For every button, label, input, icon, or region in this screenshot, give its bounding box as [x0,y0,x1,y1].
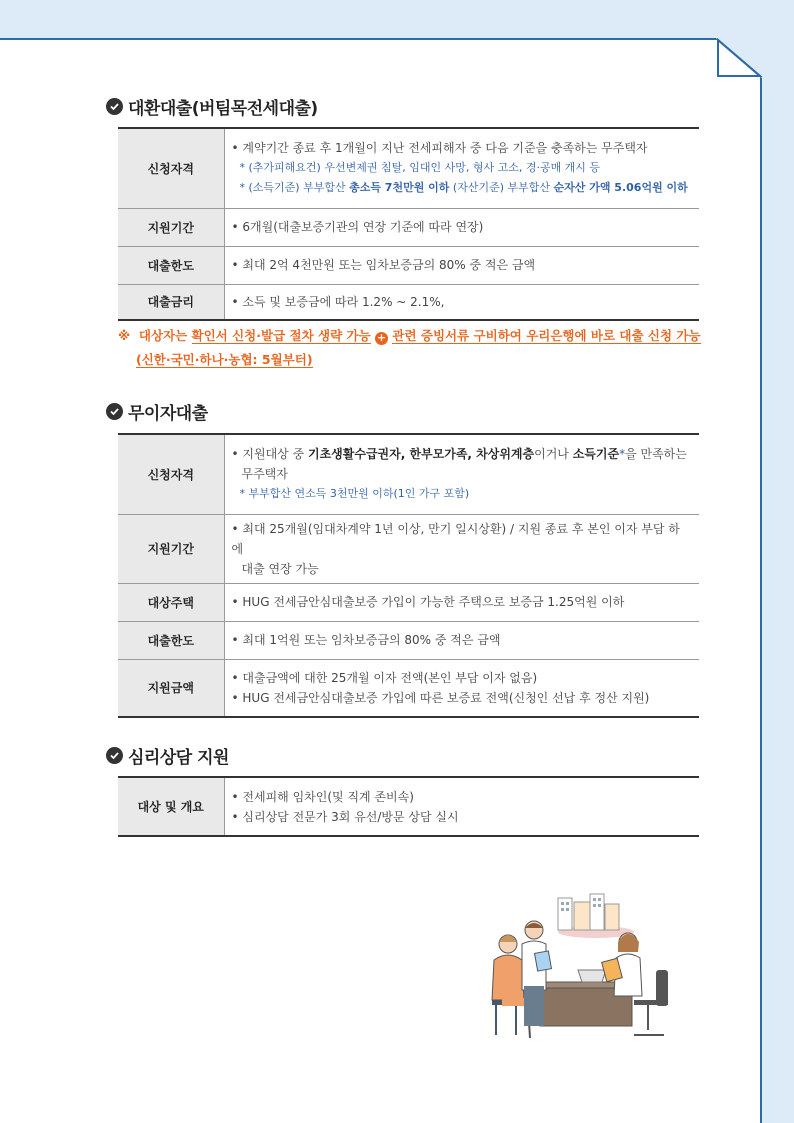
eligibility-text: • 계약기간 종료 후 1개월이 지난 전세피해자 중 다음 기준을 충족하는 무주택자 [231,141,648,156]
refinance-loan-table [118,127,699,321]
row-content [224,128,699,208]
income-note: * 부부합산 연소득 3천만원 이하(1인 가구 포함) [239,487,470,501]
row-label: 대출한도 [118,246,224,284]
table-row [118,208,699,246]
section-title-counseling [106,743,229,768]
row-label: 대출한도 [118,621,224,659]
refinance-notice: ※ 대상자는 확인서 신청·발급 절차 생략 가능 + 관련 증빙서류 구비하여 우리은행에 바로 대출 신청 가능 (신한·국민·하나·농협: 5월부터) [118,328,701,367]
row-content: • 대출금액에 대한 25개월 이자 전액(본인 부담 이자 없음) • HUG 전세금안심대출보증 가입에 따른 보증료 전액(신청인 선납 후 정산 지원) [224,659,699,717]
section-title-interest-free-loan [106,399,208,424]
interest-free-loan-table [118,433,699,718]
section-title-text: 무이자대출 [128,404,208,424]
row-label: 신청자격 [118,434,224,514]
table-row [118,621,699,659]
table-row [118,434,699,514]
row-content: • 전세피해 임차인(및 직계 존비속) • 심리상담 전문가 3회 유선/방문 상담 실시 [224,777,699,836]
table-row [118,246,699,284]
additional-damage-note: * (추가피해요건) 우선변제권 침탈, 임대인 사망, 형사 고소, 경·공매 개시 등 [239,161,601,175]
consultation-illustration [478,890,678,1050]
counseling-table [118,776,699,837]
row-label: 지원기간 [118,514,224,583]
row-content: • HUG 전세금안심대출보증 가입이 가능한 주택으로 보증금 1.25억원 이하 [224,583,699,621]
row-label: 신청자격 [118,128,224,208]
row-content: • 최대 1억원 또는 임차보증금의 80% 중 적은 금액 [224,621,699,659]
table-row [118,514,699,583]
row-label: 대상 및 개요 [118,777,224,836]
row-label: 대상주택 [118,583,224,621]
section-title-text: 대환대출(버팀목전세대출) [128,99,318,119]
row-content: • 지원대상 중 기초생활수급권자, 한부모가족, 차상위계층이거나 소득기준*을 만족하는 무주택자 * 부부합산 연소득 3천만원 이하(1인 가구 포함) [224,434,699,514]
table-row [118,284,699,320]
check-circle-icon [106,403,123,420]
eligibility-text: • 지원대상 중 기초생활수급권자, 한부모가족, 차상위계층이거나 소득기준*을 만족하는 [231,447,687,462]
check-circle-icon [106,98,123,115]
check-circle-icon [106,747,123,764]
section-title-refinance-loan [106,94,318,119]
table-row [118,777,699,836]
page-fold-corner [716,38,762,78]
income-asset-note: * (소득기준) 부부합산 총소득 7천만원 이하 (자산기준) 부부합산 순자산 가액 5.06억원 이하 [239,181,688,195]
section-title-text: 심리상담 지원 [128,748,229,768]
row-label: 지원금액 [118,659,224,717]
row-label: 지원기간 [118,208,224,246]
row-content: • 최대 2억 4천만원 또는 임차보증금의 80% 중 적은 금액 [224,246,699,284]
row-content: • 소득 및 보증금에 따라 1.2% ~ 2.1%, [224,284,699,320]
table-row [118,659,699,717]
row-content: • 6개월(대출보증기관의 연장 기준에 따라 연장) [224,208,699,246]
plus-icon: + [376,331,387,344]
row-label: 대출금리 [118,284,224,320]
table-row [118,583,699,621]
row-content: • 최대 25개월(임대차계약 1년 이상, 만기 일시상환) / 지원 종료 후 본인 이자 부담 하에 대출 연장 가능 [224,514,699,583]
table-row [118,128,699,208]
